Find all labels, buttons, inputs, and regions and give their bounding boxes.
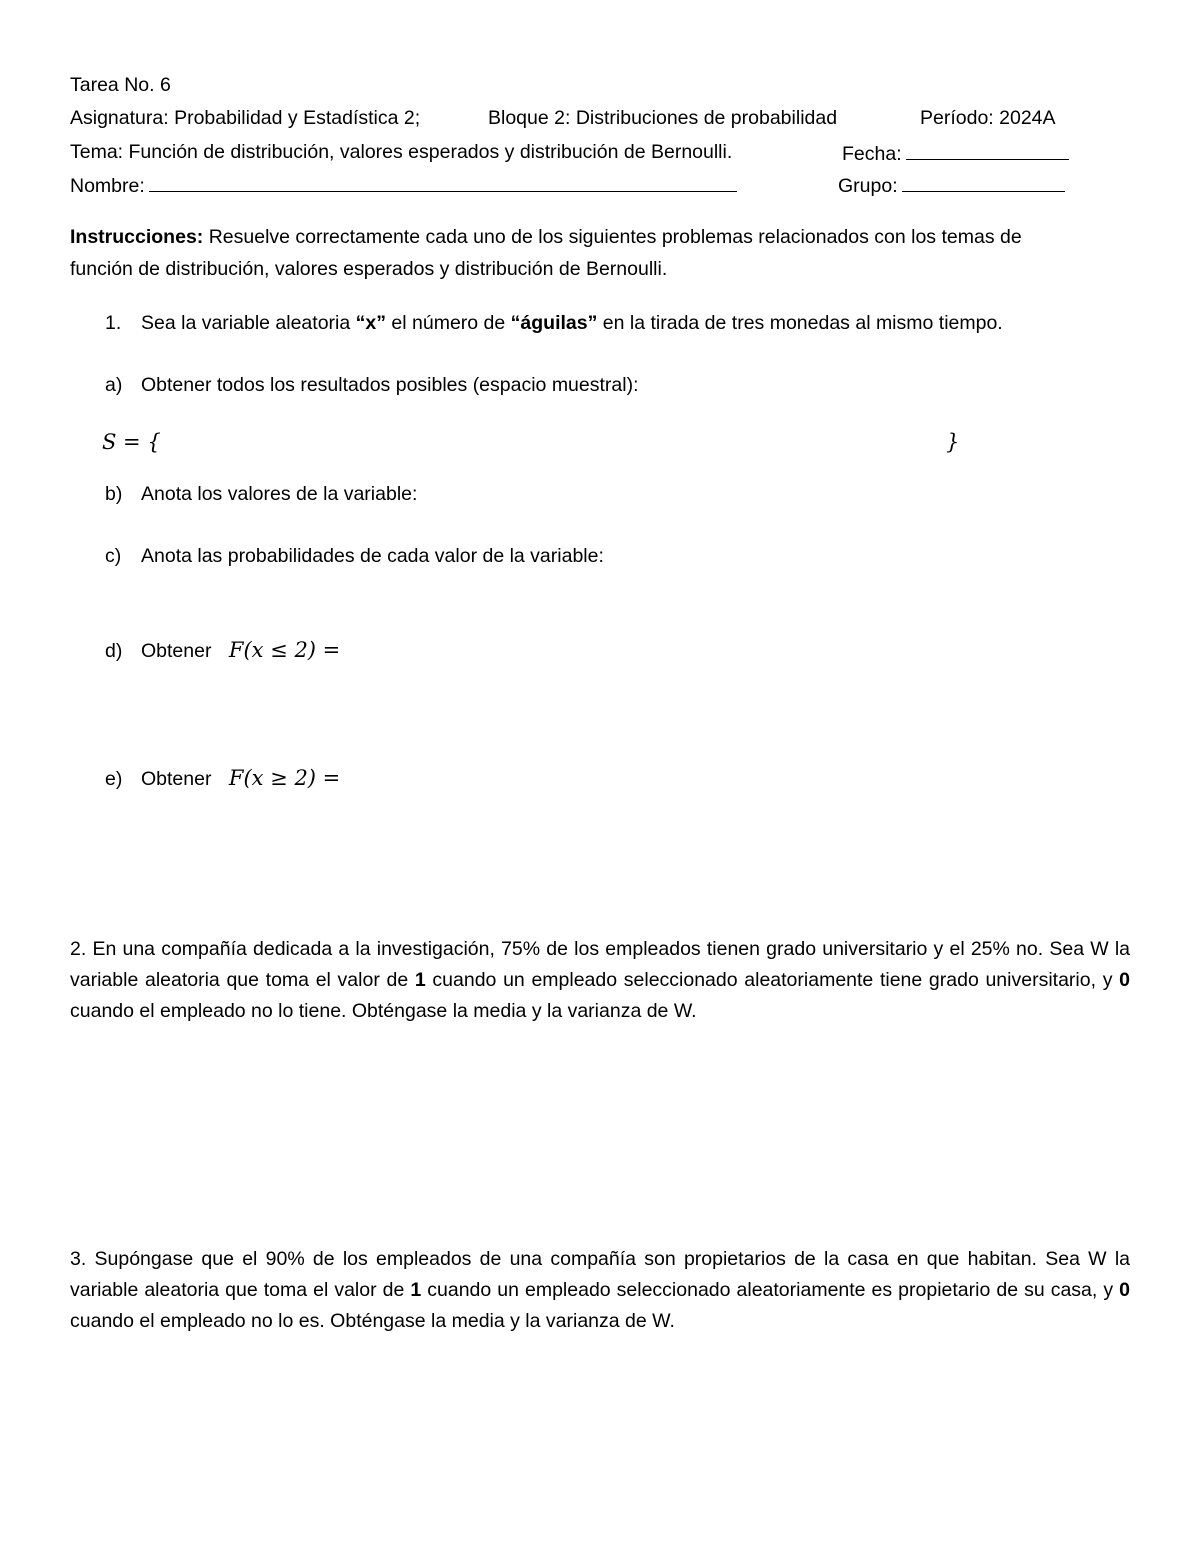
fecha-field [842, 143, 1069, 165]
aguilas-term: “águilas” [510, 312, 598, 334]
problem-1-statement [105, 314, 1003, 334]
asignatura-label: Asignatura: [70, 107, 169, 129]
item-a-letter: a) [105, 374, 123, 396]
item-b [105, 485, 417, 505]
homework-title: Tarea No. 6 [70, 74, 171, 96]
problem-1-text-b: el número de [386, 312, 511, 334]
problem-2-text-1: 2. En una compañía dedicada a la investigación, 75% de los empleados tienen grado universitario y el 25% no. Sea W la variable aleatoria que toma el valor de [70, 938, 1130, 991]
problem-2-text-2: cuando un empleado seleccionado aleatoriamente tiene grado universitario, y [425, 969, 1120, 991]
problem-1-text-a: Sea la variable aleatoria [141, 312, 356, 334]
item-c-letter: c) [105, 545, 122, 567]
item-e-letter: e) [105, 768, 123, 790]
item-a [105, 376, 639, 396]
nombre-field [70, 175, 737, 197]
item-a-text: Obtener todos los resultados posibles (espacio muestral): [141, 374, 639, 396]
instructions-line-1 [70, 228, 1022, 248]
bloque-text: Bloque 2: Distribuciones de probabilidad [488, 107, 838, 129]
item-e-text: Obtener [141, 768, 212, 790]
problem-3-text-1: 3. Supóngase que el 90% de los empleados de una compañía son propietarios de la casa en que habitan. Sea W la variable aleatoria que toma el valor de [70, 1248, 1130, 1301]
item-d [105, 640, 340, 662]
instructions-line-2: función de distribución, valores esperados y distribución de Bernoulli. [70, 258, 668, 280]
sample-space-open: S = { [102, 430, 161, 454]
sample-space-close: } [946, 430, 960, 454]
item-d-letter: d) [105, 640, 123, 662]
grupo-field [838, 175, 1065, 197]
nombre-blank [149, 175, 737, 192]
subject-line [70, 109, 420, 129]
grupo-label: Grupo: [838, 175, 898, 197]
nombre-label: Nombre: [70, 175, 145, 197]
problem-3-value-zero: 0 [1119, 1279, 1130, 1301]
problem-2-paragraph [70, 934, 1130, 1027]
instructions-text-1: Resuelve correctamente cada uno de los siguientes problemas relacionados con los temas de [203, 226, 1022, 248]
problem-1-number: 1. [105, 312, 122, 334]
periodo-text: Período: 2024A [920, 107, 1056, 129]
item-b-text: Anota los valores de la variable: [141, 483, 418, 505]
fecha-label: Fecha: [842, 143, 902, 165]
problem-1-text-c: en la tirada de tres monedas al mismo tiempo. [597, 312, 1003, 334]
item-d-text: Obtener [141, 640, 212, 662]
problem-2-value-zero: 0 [1119, 969, 1130, 991]
problem-3-text-3: cuando el empleado no lo es. Obténgase la media y la varianza de W. [70, 1310, 675, 1332]
instructions-label: Instrucciones: [70, 226, 204, 248]
tema-text: Tema: Función de distribución, valores esperados y distribución de Bernoulli. [70, 141, 733, 163]
fecha-blank [906, 143, 1069, 160]
problem-3-value-one: 1 [410, 1279, 422, 1301]
item-c-text: Anota las probabilidades de cada valor de la variable: [141, 545, 604, 567]
item-b-letter: b) [105, 483, 123, 505]
formula-d: F(x ≤ 2) = [228, 638, 341, 662]
formula-e: F(x ≥ 2) = [228, 766, 341, 790]
asignatura-value: Probabilidad y Estadística 2; [174, 107, 421, 129]
problem-2-value-one: 1 [414, 969, 426, 991]
problem-3-paragraph [70, 1244, 1130, 1337]
problem-3-text-2: cuando un empleado seleccionado aleatoriamente es propietario de su casa, y [421, 1279, 1120, 1301]
grupo-blank [902, 175, 1065, 192]
item-e [105, 768, 340, 790]
variable-x: “x” [355, 312, 386, 334]
problem-2-text-3: cuando el empleado no lo tiene. Obténgase la media y la varianza de W. [70, 1000, 697, 1022]
item-c [105, 547, 604, 567]
